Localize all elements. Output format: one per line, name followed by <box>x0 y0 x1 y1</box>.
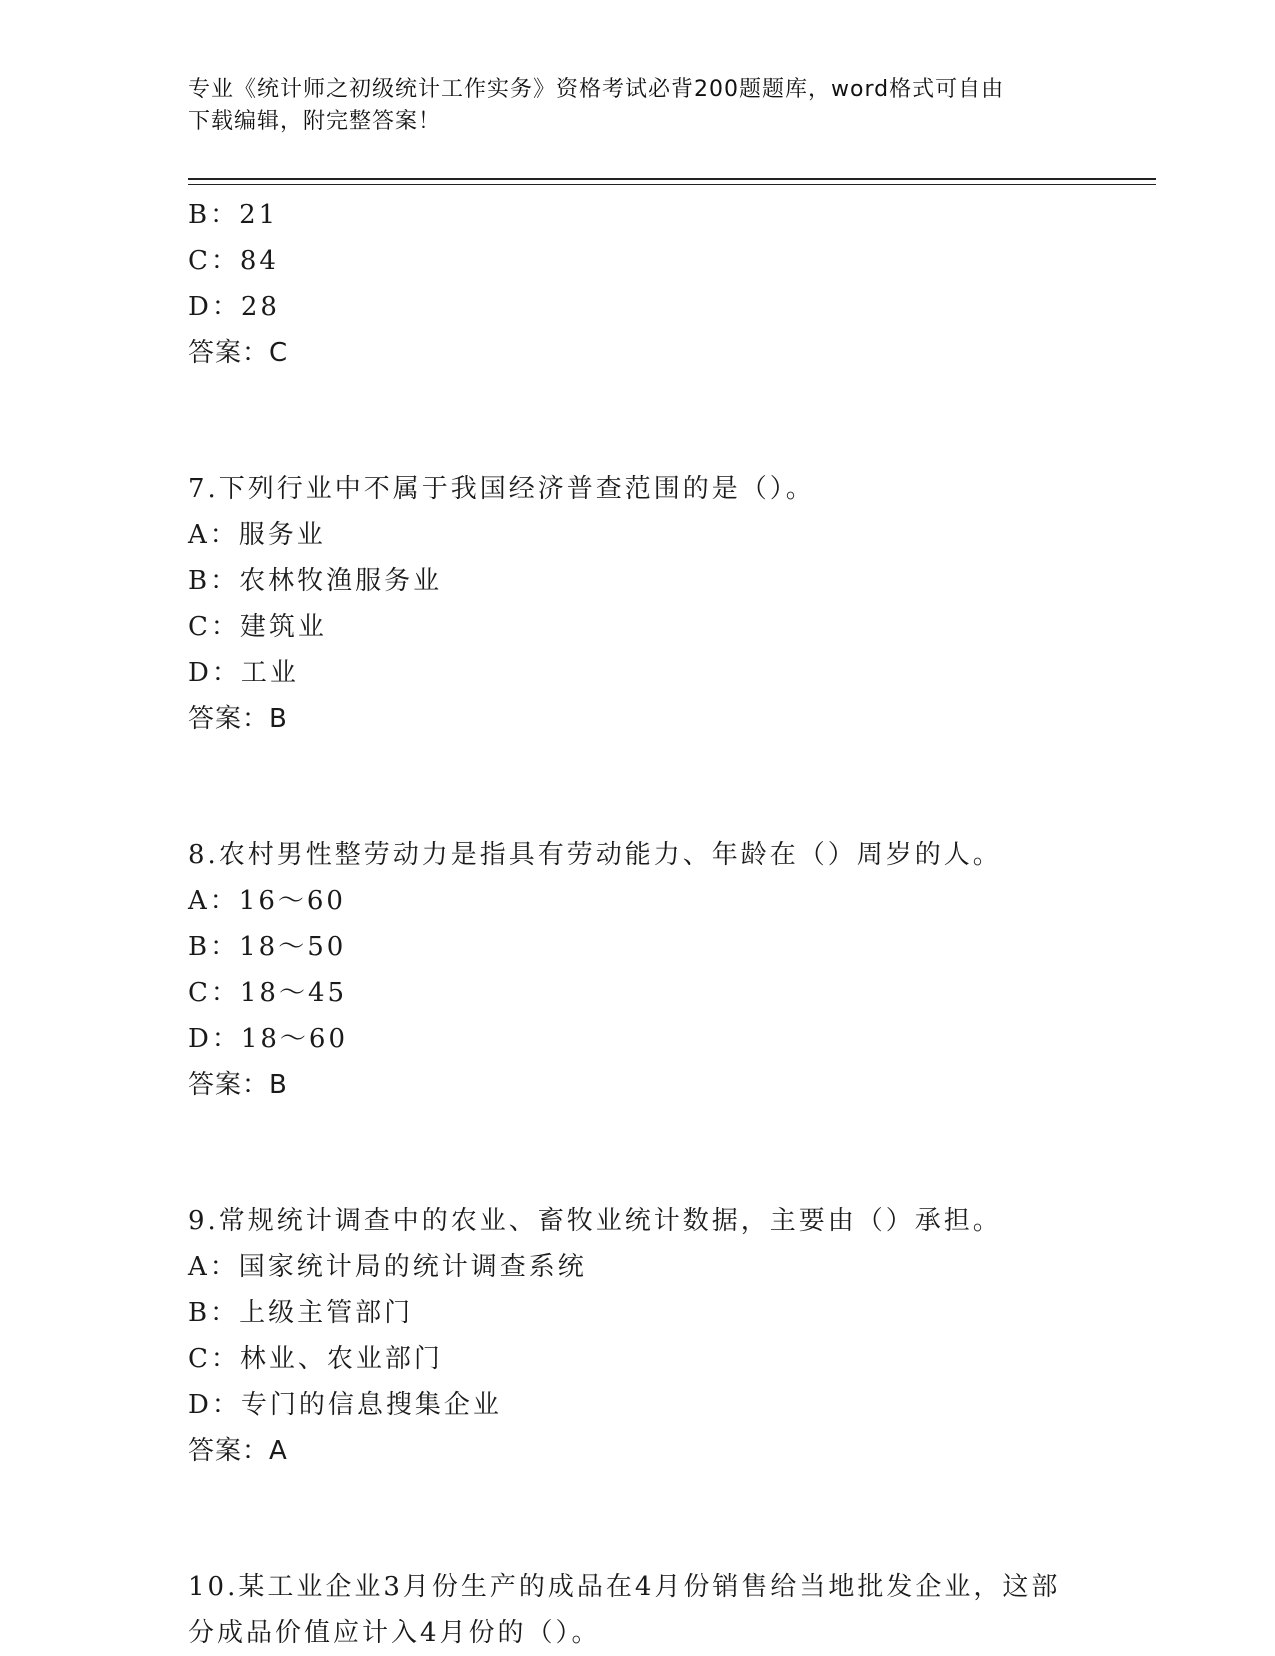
option-a: A：服务业 <box>188 520 326 550</box>
option-c: C：18～45 <box>188 978 348 1008</box>
header-rule-thin <box>188 184 1156 185</box>
header-line-2: 下载编辑，附完整答案！ <box>188 109 442 134</box>
document-header <box>188 74 1078 138</box>
question-10 <box>188 1564 1088 1656</box>
header-rule-thick <box>188 178 1156 180</box>
answer: 答案：C <box>188 338 289 368</box>
option-c: C：林业、农业部门 <box>188 1344 443 1374</box>
option-b: B：农林牧渔服务业 <box>188 566 443 596</box>
question-7 <box>188 466 1088 742</box>
option-d: D：18～60 <box>188 1024 349 1054</box>
question-stem: 10.某工业企业3月份生产的成品在4月份销售给当地批发企业，这部分成品价值应计入4月份的（）。 <box>188 1572 1061 1648</box>
option-d: D：专门的信息搜集企业 <box>188 1390 502 1420</box>
header-line-1: 专业《统计师之初级统计工作实务》资格考试必背200题题库，word格式可自由 <box>188 77 1005 102</box>
option-c: C：建筑业 <box>188 612 327 642</box>
question-8 <box>188 832 1088 1108</box>
option-a: A：16～60 <box>188 886 346 916</box>
option-a: A：国家统计局的统计调查系统 <box>188 1252 587 1282</box>
option-d: D：工业 <box>188 658 299 688</box>
answer: 答案：A <box>188 1436 288 1466</box>
answer: 答案：B <box>188 1070 288 1100</box>
option-c: C：84 <box>188 246 279 276</box>
option-b: B：上级主管部门 <box>188 1298 414 1328</box>
document-body <box>188 192 1088 1656</box>
question-stem: 8.农村男性整劳动力是指具有劳动能力、年龄在（）周岁的人。 <box>188 840 1002 870</box>
option-b: B：21 <box>188 200 279 230</box>
question-stem: 9.常规统计调查中的农业、畜牧业统计数据，主要由（）承担。 <box>188 1206 1002 1236</box>
option-b: B：18～50 <box>188 932 347 962</box>
question-stem: 7.下列行业中不属于我国经济普查范围的是（）。 <box>188 474 815 504</box>
option-d: D：28 <box>188 292 280 322</box>
question-6-tail <box>188 192 1088 376</box>
answer: 答案：B <box>188 704 288 734</box>
question-9 <box>188 1198 1088 1474</box>
